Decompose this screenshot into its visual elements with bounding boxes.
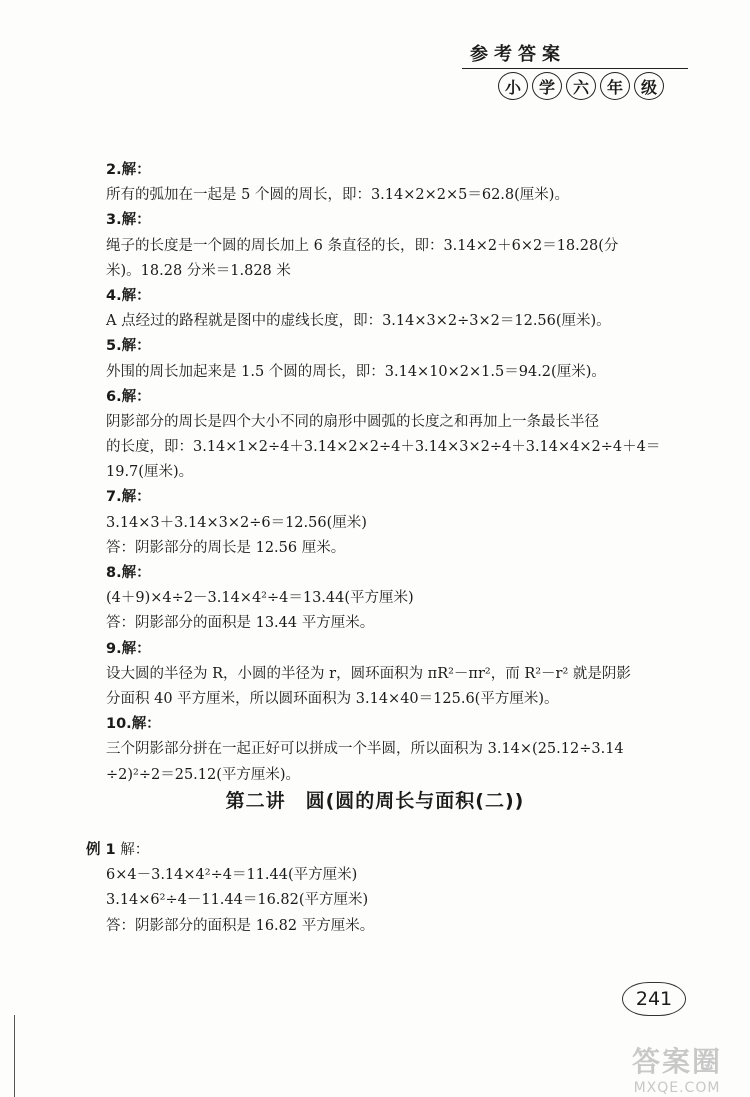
answers-section	[106, 158, 696, 788]
answer-heading	[106, 208, 696, 233]
answer-solve-label: 解：	[121, 388, 151, 405]
answer-number: 7.	[106, 489, 122, 506]
page-number: 241	[622, 982, 686, 1016]
answer-heading	[106, 284, 696, 309]
answer-line: 绳子的长度是一个圆的周长加上 6 条直径的长，即：3.14×2＋6×2＝18.28(分	[106, 237, 619, 254]
answer-heading	[106, 334, 696, 359]
answer-line: ÷2)²÷2＝25.12(平方厘米)。	[106, 766, 301, 783]
answer-solve-label: 解：	[121, 287, 151, 304]
answer-solve-label: 解：	[121, 212, 151, 229]
example-heading	[86, 838, 686, 863]
watermark-logo	[612, 1040, 742, 1094]
grade-badge: 六	[566, 72, 596, 100]
binding-edge-line	[14, 1015, 15, 1097]
answer-line: 3.14×3＋3.14×3×2÷6＝12.56(厘米)	[106, 514, 367, 531]
answer-number: 5.	[106, 338, 122, 355]
watermark-url: MXQE.COM	[633, 1080, 721, 1096]
answer-line: 分面积 40 平方厘米，所以圆环面积为 3.14×40＝125.6(平方厘米)。	[106, 690, 559, 707]
answer-solve-label: 解：	[121, 338, 151, 355]
answer-number: 3.	[106, 212, 122, 229]
answer-solve-label: 解：	[121, 640, 151, 657]
answer-line: 19.7(厘米)。	[106, 464, 194, 481]
answer-line: 三个阴影部分拼在一起正好可以拼成一个半圆，所以面积为 3.14×(25.12÷3.14	[106, 741, 624, 758]
section-title: 第二讲 圆(圆的周长与面积(二))	[225, 790, 525, 812]
header-grade-badges	[498, 72, 664, 100]
answer-solve-label: 解：	[121, 489, 151, 506]
answer-line: (4＋9)×4÷2－3.14×4²÷4＝13.44(平方厘米)	[106, 590, 414, 607]
answer-line: 米)。18.28 分米＝1.828 米	[106, 262, 291, 279]
example-1	[86, 838, 686, 939]
answer-number: 2.	[106, 162, 122, 178]
answer-line: 答：阴影部分的面积是 13.44 平方厘米。	[106, 615, 375, 632]
answer-line: 设大圆的半径为 R，小圆的半径为 r，圆环面积为 πR²－πr²，而 R²－r² 就是阴影	[106, 665, 631, 682]
answer-heading	[106, 385, 696, 410]
answer-line: 的长度，即：3.14×1×2÷4＋3.14×2×2÷4＋3.14×3×2÷4＋3.14×4×2÷4＋4＝	[106, 439, 661, 456]
answer-number: 8.	[106, 565, 122, 581]
answer-number: 6.	[106, 388, 122, 405]
answer-heading	[106, 637, 696, 662]
answer-heading	[106, 485, 696, 510]
grade-badge: 小	[498, 72, 528, 100]
answer-solve-label: 解：	[131, 716, 161, 733]
example-line: 答：阴影部分的面积是 16.82 平方厘米。	[106, 917, 375, 934]
grade-badge: 年	[600, 72, 630, 100]
grade-badge: 级	[634, 72, 664, 100]
answer-line: 阴影部分的周长是四个大小不同的扇形中圆弧的长度之和再加上一条最长半径	[106, 413, 599, 430]
answer-solve-label: 解：	[121, 565, 151, 581]
answer-heading	[106, 561, 696, 586]
answer-heading	[106, 158, 696, 183]
example-line: 3.14×6²÷4－11.44＝16.82(平方厘米)	[106, 892, 369, 909]
answer-number: 9.	[106, 640, 122, 657]
header-divider	[462, 68, 688, 69]
answer-line: 外围的周长加起来是 1.5 个圆的周长，即：3.14×10×2×1.5＝94.2(厘米)。	[106, 363, 606, 380]
answer-number: 10.	[106, 716, 132, 733]
answer-number: 4.	[106, 287, 122, 304]
answer-line: 答：阴影部分的周长是 12.56 厘米。	[106, 539, 346, 556]
answer-line: 所有的弧加在一起是 5 个圆的周长，即：3.14×2×2×5＝62.8(厘米)。	[106, 187, 569, 204]
answer-line: A 点经过的路程就是图中的虚线长度，即：3.14×3×2÷3×2＝12.56(厘米)。	[106, 313, 611, 330]
example-solve-label: 解：	[120, 842, 150, 858]
answer-heading	[106, 712, 696, 737]
example-label: 例 1	[86, 842, 116, 858]
answer-solve-label: 解：	[121, 162, 151, 178]
example-line: 6×4－3.14×4²÷4＝11.44(平方厘米)	[106, 867, 358, 884]
header-title: 参考答案	[470, 44, 566, 65]
watermark-text: 答案圈	[631, 1045, 722, 1078]
grade-badge: 学	[532, 72, 562, 100]
